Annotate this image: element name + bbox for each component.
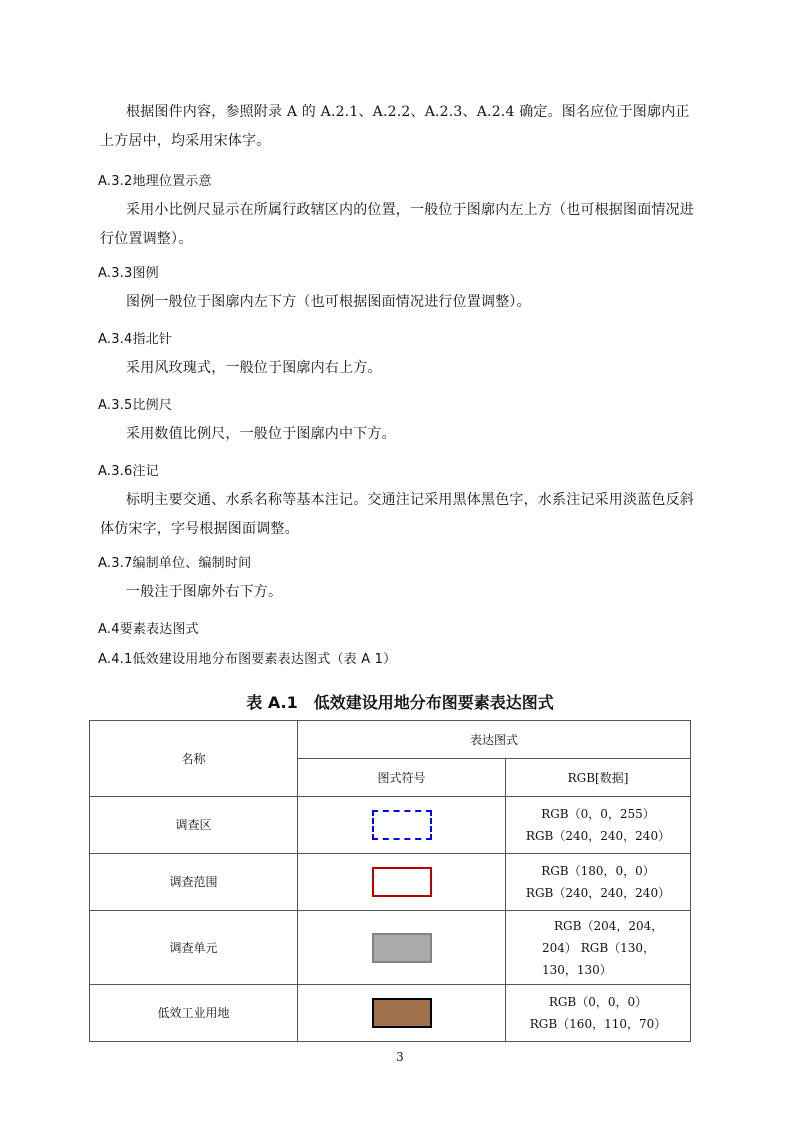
dashed-blue-swatch xyxy=(372,810,432,840)
heading-a-3-6: A.3.6注记 xyxy=(98,464,159,479)
heading-a-3-5: A.3.5比例尺 xyxy=(98,398,173,413)
paragraph-legend: 图例一般位于图廓内左下方（也可根据图面情况进行位置调整）。 xyxy=(126,294,531,310)
rgb-value: 204） RGB（130， xyxy=(542,940,656,955)
paragraph-location: 采用小比例尺显示在所属行政辖区内的位置，一般位于图廓内左上方（也可根据图面情况进行位置调整）。 xyxy=(100,202,694,247)
rgb-value: RGB（180，0，0） xyxy=(541,864,655,878)
brown-fill-swatch xyxy=(372,998,432,1028)
heading-a-3-2: A.3.2地理位置示意 xyxy=(98,174,212,189)
paragraph-north-arrow: 采用风玫瑰式，一般位于图廓内右上方。 xyxy=(126,360,382,376)
rgb-value: RGB（204，204， xyxy=(554,918,664,933)
table-row xyxy=(90,854,691,911)
legend-table xyxy=(89,720,691,1042)
paragraph-map-title: 根据图件内容，参照附录 A 的 A.2.1、A.2.2、A.2.3、A.2.4 确定。图名应位于图廓内正上方居中，均采用宋体字。 xyxy=(100,104,690,149)
row-name: 低效工业用地 xyxy=(90,985,298,1042)
row-name: 调查单元 xyxy=(90,911,298,985)
heading-a-4: A.4要素表达图式 xyxy=(98,622,199,637)
rgb-value: 130，130） xyxy=(542,962,612,977)
header-name: 名称 xyxy=(90,721,298,797)
table-row xyxy=(90,797,691,854)
rgb-value: RGB（0，0，255） xyxy=(541,807,655,821)
heading-a-3-4: A.3.4指北针 xyxy=(98,332,173,347)
gray-fill-swatch xyxy=(372,933,432,963)
paragraph-scale: 采用数值比例尺，一般位于图廓内中下方。 xyxy=(126,426,396,442)
red-outline-swatch xyxy=(372,867,432,897)
row-name: 调查范围 xyxy=(90,854,298,911)
header-symbol: 图式符号 xyxy=(298,759,506,797)
row-name: 调查区 xyxy=(90,797,298,854)
paragraph-compiler: 一般注于图廓外右下方。 xyxy=(126,584,283,600)
heading-a-3-7: A.3.7编制单位、编制时间 xyxy=(98,556,252,571)
paragraph-annotation: 标明主要交通、水系名称等基本注记。交通注记采用黑体黑色字，水系注记采用淡蓝色反斜体仿宋字，字号根据图面调整。 xyxy=(100,492,694,537)
table-title: 表 A.1 低效建设用地分布图要素表达图式 xyxy=(246,693,554,712)
rgb-value: RGB（0，0，0） xyxy=(548,995,648,1009)
page-number: 3 xyxy=(396,1050,404,1064)
table-row xyxy=(90,911,691,985)
heading-a-3-3: A.3.3图例 xyxy=(98,266,159,281)
rgb-value: RGB（240，240，240） xyxy=(525,829,671,843)
table-row xyxy=(90,985,691,1042)
rgb-value: RGB（160，110，70） xyxy=(529,1017,667,1031)
header-expression: 表达图式 xyxy=(298,721,691,759)
header-rgb: RGB[数据] xyxy=(506,759,691,797)
heading-a-4-1: A.4.1低效建设用地分布图要素表达图式（表 A 1） xyxy=(98,652,397,667)
rgb-value: RGB（240，240，240） xyxy=(525,886,671,900)
